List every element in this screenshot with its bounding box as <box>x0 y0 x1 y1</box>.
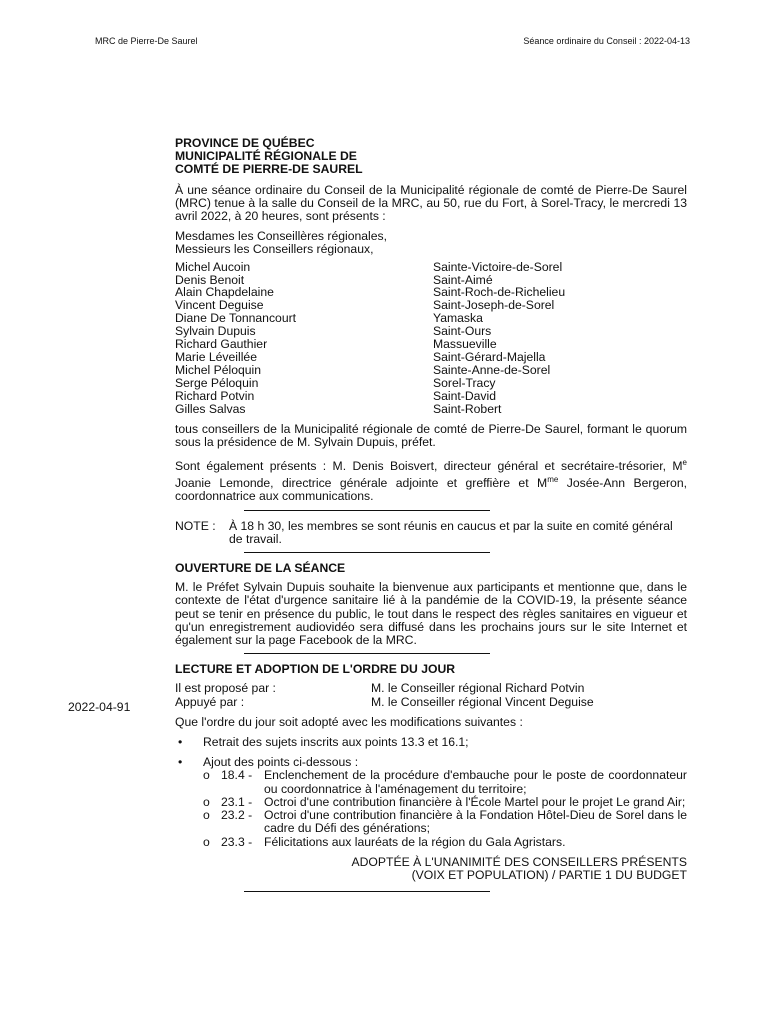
addressee-line: Mesdames les Conseillères régionales, <box>175 229 388 244</box>
members-municipalities <box>433 261 687 416</box>
member-name: Denis Benoit <box>175 272 245 287</box>
sub-bullet-icon: o <box>203 834 210 849</box>
agenda-point-text: Félicitations aux lauréats de la région du Gala Agristars. <box>264 834 566 849</box>
sub-bullet-icon: o <box>203 794 210 809</box>
proposed-row <box>175 682 687 695</box>
minutes-body <box>175 137 687 901</box>
separator-line <box>244 552 490 553</box>
list-item <box>175 736 687 749</box>
list-item-text: Ajout des points ci-dessous : <box>203 755 359 770</box>
adoption-line: (VOIX ET POPULATION) / PARTIE 1 DU BUDGET <box>411 867 687 882</box>
member-municipality: Massueville <box>433 337 497 352</box>
separator-line <box>244 510 490 511</box>
agenda-point-text: Octroi d'une contribution financière à l'École Martel pour le projet Le grand Air; <box>264 794 686 809</box>
quorum-paragraph: tous conseillers de la Municipalité régionale de comté de Pierre-De Saurel, formant le quorum sous la présidence de M. Sylvain Dupuis, préfet. <box>175 421 687 449</box>
separator-line <box>244 653 490 654</box>
member-municipality: Saint-Roch-de-Richelieu <box>433 285 566 300</box>
member-municipality: Saint-Joseph-de-Sorel <box>433 298 555 313</box>
bullet-icon: • <box>178 735 183 750</box>
agenda-point-number: 18.4 - <box>221 768 253 783</box>
sub-item <box>203 769 687 795</box>
member-name: Richard Gauthier <box>175 337 268 352</box>
list-item <box>175 756 687 848</box>
intro-paragraph: À une séance ordinaire du Conseil de la Municipalité régionale de comté de Pierre-De Saurel (MRC) tenue à la salle du Conseil de la MRC, au 50, rue du Fort, à Sorel-Tracy, le mercredi 13 avril 2022, à 20 heures, sont présents : <box>175 182 687 224</box>
member-name: Vincent Deguise <box>175 298 264 313</box>
sub-bullet-icon: o <box>203 808 210 823</box>
heading-line: COMTÉ DE PIERRE-DE SAUREL <box>175 162 363 177</box>
header-session: Séance ordinaire du Conseil : 2022-04-13 <box>523 36 690 46</box>
member-name: Alain Chapdelaine <box>175 285 274 300</box>
member-name: Diane De Tonnancourt <box>175 311 297 326</box>
opening-paragraph: M. le Préfet Sylvain Dupuis souhaite la bienvenue aux participants et mentionne que, dans le contexte de l'état d'urgence sanitaire lié à la pandémie de la COVID-19, la présente séance peut se tenir en présence du public, le tout dans le respect des règles sanitaires en vigueur et qu'un enregistrement audiovidéo sera diffusé dans les prochains jours sur le site Internet et également sur la page Facebook de la MRC. <box>175 580 687 648</box>
member-name: Marie Léveillée <box>175 349 257 364</box>
member-municipality: Saint-Ours <box>433 324 492 339</box>
addressee-line: Messieurs les Conseillers régionaux, <box>175 242 374 257</box>
modifications-list <box>175 736 687 849</box>
member-municipality: Saint-Aimé <box>433 272 493 287</box>
proposed-by: M. le Conseiller régional Richard Potvin <box>371 681 585 696</box>
member-name: Serge Péloquin <box>175 375 259 390</box>
seconded-by: M. le Conseiller régional Vincent Deguise <box>371 694 594 709</box>
heading-line: PROVINCE DE QUÉBEC <box>175 136 315 150</box>
document-heading <box>175 137 687 177</box>
list-item-text: Retrait des sujets inscrits aux points 13.3 et 16.1; <box>203 735 469 750</box>
note-text: À 18 h 30, les membres se sont réunis en caucus et par la suite en comité général de travail. <box>229 518 673 546</box>
member-municipality: Sorel-Tracy <box>433 375 496 390</box>
adoption-line: ADOPTÉE À L'UNANIMITÉ DES CONSEILLERS PRÉSENTS <box>351 854 687 869</box>
note-label: NOTE : <box>175 518 216 533</box>
seconded-label: Appuyé par : <box>175 694 245 709</box>
member-name: Gilles Salvas <box>175 401 246 416</box>
members-names <box>175 261 433 416</box>
member-name: Michel Aucoin <box>175 259 251 274</box>
member-municipality: Saint-Gérard-Majella <box>433 349 546 364</box>
also-present-paragraph: Sont également présents : M. Denis Boisvert, directeur général et secrétaire-trésorier, Me Joanie Lemonde, directrice générale adjointe et greffière et $M^{me}$ Josée-Ann Bergeron, coordonnatrice aux communications. <box>175 457 687 504</box>
opening-title: OUVERTURE DE LA SÉANCE <box>175 561 346 576</box>
member-name: Sylvain Dupuis <box>175 324 256 339</box>
list-item-body <box>203 756 687 848</box>
member-municipality: Saint-Robert <box>433 401 502 416</box>
agenda-point-number: 23.1 - <box>221 794 253 809</box>
agenda-point-number: 23.3 - <box>221 834 253 849</box>
bullet-icon: • <box>178 755 183 770</box>
resolution-number: 2022-04-91 <box>68 700 131 714</box>
sub-item <box>203 809 687 835</box>
adoption-statement <box>175 856 687 882</box>
mover-block <box>175 682 687 708</box>
resolution-title: LECTURE ET ADOPTION DE L'ORDRE DU JOUR <box>175 662 456 677</box>
agenda-point-text: Enclenchement de la procédure d'embauche pour le poste de coordonnateur ou coordonnatrice à l'aménagement du territoire; <box>264 768 687 796</box>
header-org: MRC de Pierre-De Saurel <box>95 36 198 46</box>
sub-bullet-icon: o <box>203 768 210 783</box>
agenda-point-text: Octroi d'une contribution financière à la Fondation Hôtel-Dieu de Sorel dans le cadre du Défi des générations; <box>264 808 687 836</box>
member-municipality: Sainte-Victoire-de-Sorel <box>433 259 563 274</box>
separator-line <box>244 891 490 892</box>
agenda-point-number: 23.2 - <box>221 808 253 823</box>
member-name: Michel Péloquin <box>175 362 262 377</box>
heading-line: MUNICIPALITÉ RÉGIONALE DE <box>175 149 357 164</box>
member-name: Richard Potvin <box>175 388 255 403</box>
member-municipality: Yamaska <box>433 311 483 326</box>
members-list <box>175 261 687 416</box>
sub-items-list <box>203 769 687 848</box>
addressees <box>175 230 687 256</box>
seconded-row <box>175 696 687 709</box>
running-header <box>95 36 690 46</box>
sub-item <box>203 836 687 849</box>
note-block <box>175 520 687 546</box>
resolution-lead: Que l'ordre du jour soit adopté avec les modifications suivantes : <box>175 714 523 729</box>
proposed-label: Il est proposé par : <box>175 681 276 696</box>
member-municipality: Saint-David <box>433 388 496 403</box>
member-municipality: Sainte-Anne-de-Sorel <box>433 362 551 377</box>
